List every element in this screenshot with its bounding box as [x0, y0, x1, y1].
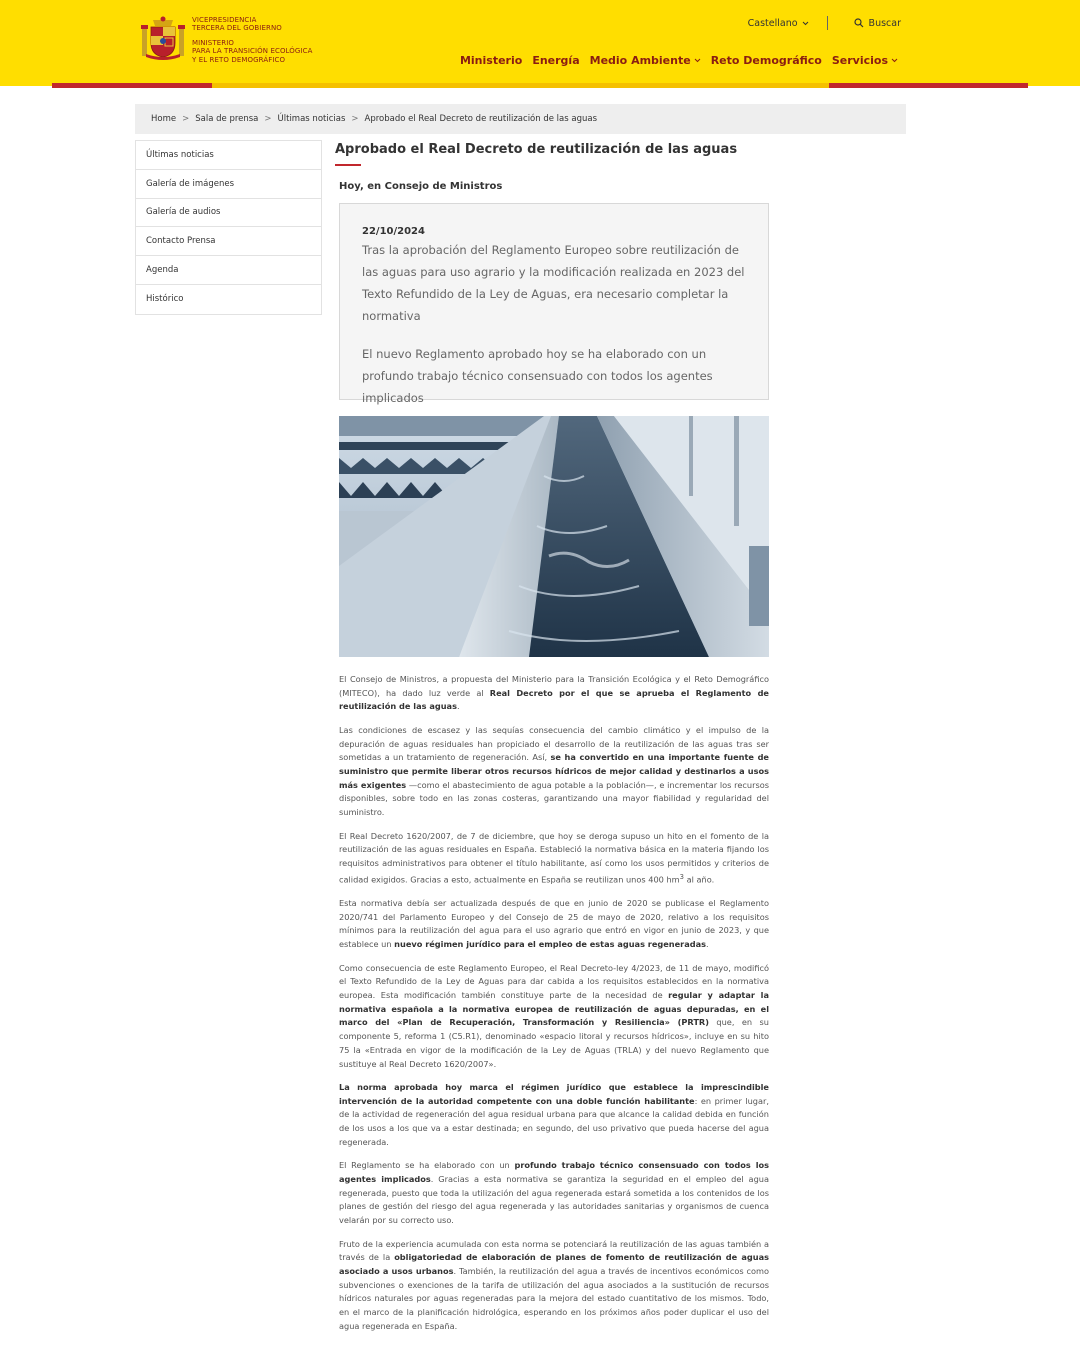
article-paragraph — [339, 724, 769, 820]
text-run: Las condiciones de escasez y las sequías consecuencia del cambio climático y el impulso de la depuración de aguas residuales han propiciado el desarrollo de la reutilización de las aguas tras ser sometidas a un tratamiento de regeneración. Así, — [339, 724, 769, 763]
sidebar-item-historico[interactable]: Histórico — [146, 294, 184, 305]
text-run: . También, la reutilización del agua a través de incentivos económicos como subvenciones o exenciones de la tarifa de utilización del agua asociados a la sustitución de recursos hídricos naturales por aguas regeneradas para la mejora del estado cuantitativo de los mismos. Todo, en el marco de la planificación hidrológica, esperando en los próximos años poder duplicar el uso del agua regenerada en España. — [339, 1266, 769, 1331]
main-nav — [460, 54, 898, 67]
breadcrumb-home[interactable]: Home — [151, 114, 177, 124]
text-run: Fruto de la experiencia acumulada con esta norma se potenciará la reutilización de las aguas también a través de la — [339, 1238, 769, 1263]
nav-label: Ministerio — [459, 54, 523, 67]
water-treatment-photo — [339, 416, 769, 657]
nav-label: Medio Ambiente — [589, 54, 691, 67]
text-run: El Reglamento se ha elaborado con un — [339, 1160, 515, 1171]
article-date: 22/10/2024 — [362, 226, 425, 237]
language-label: Castellano — [747, 17, 798, 29]
text-run: al año. — [684, 874, 715, 885]
logo-line: MINISTERIO — [192, 38, 234, 47]
bold-run: Real Decreto por el que se aprueba el Reglamento de reutilización de las aguas — [339, 687, 769, 712]
breadcrumb-sala-de-prensa[interactable]: Sala de prensa — [195, 114, 259, 124]
bold-run: La norma aprobada hoy marca el régimen jurídico que establece la imprescindible intervención de la autoridad competente con una doble función habilitante — [339, 1082, 769, 1106]
search-icon — [854, 18, 864, 28]
search-label: Buscar — [868, 17, 901, 29]
article-paragraph — [339, 1238, 769, 1334]
search-button[interactable] — [854, 18, 901, 29]
header-accent-left — [52, 83, 212, 88]
article-paragraph — [339, 1159, 769, 1228]
nav-item-servicios[interactable] — [832, 54, 898, 67]
sidebar-item-galeria-audios[interactable]: Galería de audios — [136, 199, 321, 228]
text-run: . — [456, 701, 460, 712]
bold-run: nuevo régimen jurídico para el empleo de estas aguas regeneradas — [394, 939, 707, 950]
text-run: Como consecuencia de este Reglamento Europeo, el Real Decreto-ley 4/2023, de 11 de mayo, modificó el Texto Refundido de la Ley de Aguas para dar cabida a los requisitos establecidos en la normativa europea. Esta modificación también constituye parte de la necesidad de — [339, 962, 769, 1000]
nav-item-ministerio[interactable] — [460, 54, 522, 67]
page-title: Aprobado el Real Decreto de reutilización de las aguas — [335, 142, 738, 157]
header-accent-right — [829, 83, 1028, 88]
logo-line: TERCERA DEL GOBIERNO — [192, 24, 282, 33]
chevron-down-icon — [802, 21, 809, 26]
nav-label: Reto Demográfico — [710, 54, 822, 67]
nav-item-energia[interactable] — [532, 54, 579, 67]
article-paragraph — [339, 897, 769, 952]
logo-line: VICEPRESIDENCIA — [192, 16, 257, 24]
superscript: 3 — [679, 872, 685, 881]
logo-line: PARA LA TRANSICIÓN ECOLÓGICA — [192, 47, 313, 56]
text-run: —como el abastecimiento de agua potable a la población—, e incrementar los recursos disponibles, sobre todo en las zonas costeras, garantizando una mayor fiabilidad y regularidad del suministro. — [339, 779, 769, 818]
ministry-name — [192, 16, 313, 64]
text-run: que, en su componente 5, reforma 1 (C5.R1), denominado «espacio litoral y recursos hídricos», incluye en su hito 75 la «Entrada en vigor de la modificación de la Ley de Aguas (TRLA) y del nuevo Reglamento que sustituye al Real Decreto 1620/2007». — [339, 1017, 769, 1069]
article-body — [339, 673, 769, 1343]
sidebar-item-ultimas-noticias[interactable]: Últimas noticias — [136, 141, 321, 170]
article-subtitle: Hoy, en Consejo de Ministros — [339, 181, 503, 192]
sidebar-item-galeria-imagenes[interactable]: Galería de imágenes — [136, 170, 321, 199]
title-underline — [335, 164, 361, 166]
chevron-down-icon — [891, 58, 898, 63]
nav-label: Energía — [532, 54, 580, 67]
text-run: . — [706, 939, 709, 950]
sidebar-item-contacto-prensa[interactable]: Contacto Prensa — [136, 227, 321, 256]
bold-run: regular y adaptar la normativa española a la normativa europea de reutilización de aguas depuradas, en el marco del «Plan de Recuperación, Transformación y Resiliencia» (PRTR) — [339, 989, 769, 1028]
text-run: Esta normativa debía ser actualizada después de que en junio de 2020 se publicase el Reglamento 2020/741 del Parlamento Europeo y del Consejo de 25 de mayo de 2020, relativo a los requisitos mínimos para la reutilización del agua para el uso agrario que entró en vigor en junio de 2023, y que establece un — [339, 897, 769, 950]
article-paragraph — [339, 830, 769, 888]
coat-of-arms-icon — [140, 16, 186, 64]
breadcrumb-separator: > — [351, 114, 359, 124]
bold-run: se ha convertido en una importante fuente de suministro que permite liberar otros recursos hídricos de mejor calidad y destinarlos a usos más exigentes — [339, 752, 769, 790]
breadcrumb-ultimas-noticias[interactable]: Últimas noticias — [277, 114, 346, 124]
summary-paragraph: Tras la aprobación del Reglamento Europeo sobre reutilización de las aguas para uso agrario y la modificación realizada en 2023 del Texto Refundido de la Ley de Aguas, era necesario completar la normativa — [362, 243, 745, 323]
article-paragraph — [339, 1081, 769, 1150]
text-run: : en primer lugar, de la actividad de regeneración del agua residual urbana para que alcance la calidad debida en función de los usos a los que va a estar destinada; en segundo, del uso privativo que pueda hacerse del agua regenerada. — [339, 1095, 769, 1147]
breadcrumb-current: Aprobado el Real Decreto de reutilización de las aguas — [364, 114, 597, 124]
logo-line: Y EL RETO DEMOGRÁFICO — [192, 55, 286, 64]
text-run: El Consejo de Ministros, a propuesta del Ministerio para la Transición Ecológica y el Reto Demográfico (MITECO), ha dado luz verde al — [339, 674, 769, 698]
article-paragraph — [339, 962, 769, 1072]
text-run: El Real Decreto 1620/2007, de 7 de diciembre, que hoy se deroga supuso un hito en el fomento de la reutilización de las aguas residuales en España. Estableció la normativa básica en la materia fijando los requisitos administrativos para obtener el título habilitante, así como los usos permitidos y criterios de calidad exigidos. Gracias a esto, actualmente en España se reutilizan unos 400 hm — [339, 830, 769, 885]
article-paragraph — [339, 673, 769, 714]
nav-item-reto-demografico[interactable] — [711, 54, 822, 67]
text-run: . Gracias a esta normativa se garantiza la seguridad en el empleo del agua regenerada, puesto que toda la utilización del agua regenerada estará sometida a los contenidos de los planes de gestión del riesgo del agua regenerada y las autoridades sanitarias y organismos de cuenca velarán por su correcto uso. — [339, 1174, 769, 1226]
site-header — [0, 0, 1080, 86]
header-accent-middle — [212, 83, 829, 88]
bold-run: obligatoriedad de elaboración de planes de fomento de reutilización de aguas asociado a usos urbanos — [339, 1252, 769, 1277]
breadcrumb — [135, 104, 906, 134]
sidebar-item-agenda[interactable]: Agenda — [136, 256, 321, 285]
sidebar-menu — [135, 140, 322, 315]
breadcrumb-separator: > — [264, 114, 272, 124]
article-summary-box — [339, 203, 769, 405]
nav-item-medio-ambiente[interactable] — [590, 54, 701, 67]
ministry-logo[interactable] — [140, 16, 313, 64]
utility-bar — [748, 16, 901, 30]
bold-run: profundo trabajo técnico consensuado con todos los agentes implicados — [339, 1160, 770, 1185]
nav-label: Servicios — [831, 54, 888, 67]
language-selector[interactable] — [748, 18, 809, 29]
chevron-down-icon — [694, 58, 701, 63]
breadcrumb-separator: > — [182, 114, 190, 124]
summary-paragraph: El nuevo Reglamento aprobado hoy se ha elaborado con un profundo trabajo técnico consensuado con todos los agentes implicados — [362, 347, 713, 405]
divider — [827, 16, 828, 30]
